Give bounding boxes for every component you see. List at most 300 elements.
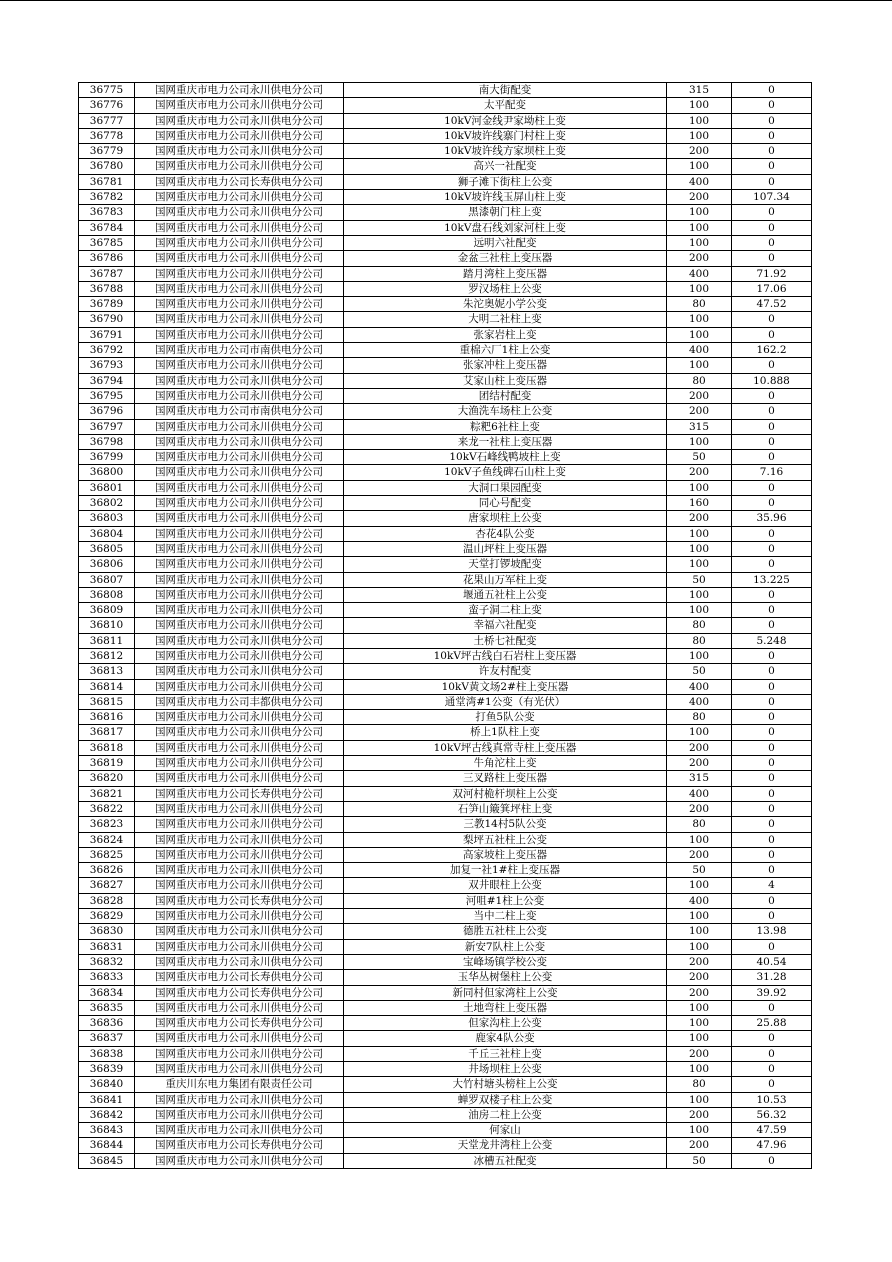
transformer-name-cell: 大渔洗车场柱上公变	[344, 404, 667, 419]
capacity-cell: 100	[667, 220, 732, 235]
row-id-cell: 36806	[79, 557, 135, 572]
table-row	[79, 587, 812, 602]
capacity-cell: 200	[667, 404, 732, 419]
table-row	[79, 465, 812, 480]
company-cell: 国网重庆市电力公司长寿供电分公司	[135, 1016, 344, 1031]
capacity-cell: 400	[667, 893, 732, 908]
capacity-cell: 400	[667, 786, 732, 801]
value-cell: 0	[732, 786, 812, 801]
transformer-name-cell: 太平配变	[344, 98, 667, 113]
row-id-cell: 36794	[79, 373, 135, 388]
company-cell: 国网重庆市电力公司永川供电分公司	[135, 419, 344, 434]
row-id-cell: 36819	[79, 756, 135, 771]
value-cell: 0	[732, 98, 812, 113]
transformer-name-cell: 新安7队柱上公变	[344, 939, 667, 954]
row-id-cell: 36834	[79, 985, 135, 1000]
capacity-cell: 100	[667, 113, 732, 128]
transformer-name-cell: 唐家坝柱上公变	[344, 511, 667, 526]
row-id-cell: 36841	[79, 1092, 135, 1107]
transformer-name-cell: 10kV坡许线方家坝柱上变	[344, 144, 667, 159]
value-cell: 0	[732, 863, 812, 878]
table-row	[79, 327, 812, 342]
value-cell: 4	[732, 878, 812, 893]
transformer-name-cell: 高家坡柱上变压器	[344, 847, 667, 862]
company-cell: 国网重庆市电力公司永川供电分公司	[135, 740, 344, 755]
company-cell: 国网重庆市电力公司永川供电分公司	[135, 327, 344, 342]
row-id-cell: 36843	[79, 1123, 135, 1138]
company-cell: 国网重庆市电力公司永川供电分公司	[135, 496, 344, 511]
capacity-cell: 315	[667, 771, 732, 786]
value-cell: 0	[732, 220, 812, 235]
row-id-cell: 36779	[79, 144, 135, 159]
capacity-cell: 100	[667, 939, 732, 954]
value-cell: 0	[732, 159, 812, 174]
row-id-cell: 36788	[79, 281, 135, 296]
transformer-name-cell: 新同村但家湾柱上公变	[344, 985, 667, 1000]
table-row	[79, 1138, 812, 1153]
company-cell: 国网重庆市电力公司永川供电分公司	[135, 388, 344, 403]
table-row	[79, 1077, 812, 1092]
row-id-cell: 36842	[79, 1107, 135, 1122]
value-cell: 0	[732, 725, 812, 740]
table-row	[79, 297, 812, 312]
row-id-cell: 36823	[79, 817, 135, 832]
transformer-name-cell: 土地弯柱上变压器	[344, 1000, 667, 1015]
company-cell: 国网重庆市电力公司永川供电分公司	[135, 664, 344, 679]
transformer-name-cell: 10kV石峰线鸭坡柱上变	[344, 450, 667, 465]
row-id-cell: 36784	[79, 220, 135, 235]
value-cell: 0	[732, 893, 812, 908]
transformer-name-cell: 10kV黄文场2#柱上变压器	[344, 679, 667, 694]
capacity-cell: 100	[667, 557, 732, 572]
company-cell: 国网重庆市电力公司永川供电分公司	[135, 832, 344, 847]
row-id-cell: 36796	[79, 404, 135, 419]
table-row	[79, 1153, 812, 1168]
capacity-cell: 100	[667, 648, 732, 663]
value-cell: 0	[732, 541, 812, 556]
value-cell: 0	[732, 1153, 812, 1168]
table-body	[79, 83, 812, 1169]
capacity-cell: 50	[667, 664, 732, 679]
value-cell: 40.54	[732, 954, 812, 969]
capacity-cell: 100	[667, 1092, 732, 1107]
company-cell: 国网重庆市电力公司永川供电分公司	[135, 465, 344, 480]
value-cell: 0	[732, 205, 812, 220]
table-row	[79, 1031, 812, 1046]
table-row	[79, 450, 812, 465]
transformer-name-cell: 罗汉场柱上公变	[344, 281, 667, 296]
table-row	[79, 541, 812, 556]
table-row	[79, 648, 812, 663]
capacity-cell: 80	[667, 297, 732, 312]
company-cell: 国网重庆市电力公司永川供电分公司	[135, 618, 344, 633]
transformer-name-cell: 杏花4队公变	[344, 526, 667, 541]
table-row	[79, 924, 812, 939]
transformer-name-cell: 来龙一社柱上变压器	[344, 434, 667, 449]
value-cell: 0	[732, 419, 812, 434]
row-id-cell: 36789	[79, 297, 135, 312]
table-row	[79, 1000, 812, 1015]
table-row	[79, 1107, 812, 1122]
capacity-cell: 200	[667, 801, 732, 816]
transformer-name-cell: 油房二柱上公变	[344, 1107, 667, 1122]
company-cell: 国网重庆市电力公司长寿供电分公司	[135, 786, 344, 801]
row-id-cell: 36802	[79, 496, 135, 511]
transformer-name-cell: 天堂打锣坡配变	[344, 557, 667, 572]
company-cell: 国网重庆市电力公司永川供电分公司	[135, 1107, 344, 1122]
transformer-table	[78, 82, 812, 1169]
row-id-cell: 36835	[79, 1000, 135, 1015]
transformer-name-cell: 张家岩柱上变	[344, 327, 667, 342]
company-cell: 国网重庆市电力公司长寿供电分公司	[135, 970, 344, 985]
transformer-name-cell: 当中二柱上变	[344, 909, 667, 924]
row-id-cell: 36820	[79, 771, 135, 786]
company-cell: 国网重庆市电力公司永川供电分公司	[135, 1062, 344, 1077]
company-cell: 国网重庆市电力公司永川供电分公司	[135, 1092, 344, 1107]
capacity-cell: 100	[667, 1031, 732, 1046]
transformer-name-cell: 10kV坡许线寨门村柱上变	[344, 128, 667, 143]
capacity-cell: 400	[667, 679, 732, 694]
row-id-cell: 36781	[79, 174, 135, 189]
transformer-name-cell: 远明六社配变	[344, 235, 667, 250]
row-id-cell: 36810	[79, 618, 135, 633]
capacity-cell: 100	[667, 205, 732, 220]
company-cell: 国网重庆市电力公司永川供电分公司	[135, 281, 344, 296]
table-row	[79, 251, 812, 266]
value-cell: 0	[732, 144, 812, 159]
table-row	[79, 939, 812, 954]
company-cell: 国网重庆市电力公司永川供电分公司	[135, 572, 344, 587]
value-cell: 0	[732, 327, 812, 342]
row-id-cell: 36780	[79, 159, 135, 174]
value-cell: 25.88	[732, 1016, 812, 1031]
table-row	[79, 970, 812, 985]
capacity-cell: 80	[667, 710, 732, 725]
value-cell: 0	[732, 587, 812, 602]
transformer-name-cell: 蛮子洞二柱上变	[344, 603, 667, 618]
table-row	[79, 511, 812, 526]
row-id-cell: 36785	[79, 235, 135, 250]
capacity-cell: 100	[667, 98, 732, 113]
capacity-cell: 100	[667, 541, 732, 556]
capacity-cell: 200	[667, 985, 732, 1000]
transformer-name-cell: 粽粑6社柱上变	[344, 419, 667, 434]
transformer-name-cell: 10kV坪古线白石岩柱上变压器	[344, 648, 667, 663]
value-cell: 0	[732, 450, 812, 465]
value-cell: 0	[732, 358, 812, 373]
row-id-cell: 36845	[79, 1153, 135, 1168]
table-row	[79, 373, 812, 388]
value-cell: 47.52	[732, 297, 812, 312]
value-cell: 56.32	[732, 1107, 812, 1122]
capacity-cell: 100	[667, 128, 732, 143]
transformer-name-cell: 双河村桅杆坝柱上公变	[344, 786, 667, 801]
company-cell: 国网重庆市电力公司永川供电分公司	[135, 373, 344, 388]
capacity-cell: 80	[667, 1077, 732, 1092]
row-id-cell: 36837	[79, 1031, 135, 1046]
capacity-cell: 100	[667, 526, 732, 541]
value-cell: 0	[732, 174, 812, 189]
company-cell: 国网重庆市电力公司永川供电分公司	[135, 878, 344, 893]
table-row	[79, 664, 812, 679]
row-id-cell: 36803	[79, 511, 135, 526]
table-row	[79, 725, 812, 740]
row-id-cell: 36792	[79, 343, 135, 358]
capacity-cell: 315	[667, 419, 732, 434]
capacity-cell: 100	[667, 878, 732, 893]
table-row	[79, 1016, 812, 1031]
capacity-cell: 200	[667, 1138, 732, 1153]
company-cell: 国网重庆市电力公司永川供电分公司	[135, 511, 344, 526]
value-cell: 0	[732, 235, 812, 250]
transformer-name-cell: 大竹村塘头榜柱上公变	[344, 1077, 667, 1092]
table-row	[79, 358, 812, 373]
table-row	[79, 343, 812, 358]
value-cell: 0	[732, 480, 812, 495]
capacity-cell: 50	[667, 863, 732, 878]
value-cell: 107.34	[732, 190, 812, 205]
row-id-cell: 36827	[79, 878, 135, 893]
table-row	[79, 771, 812, 786]
company-cell: 国网重庆市电力公司永川供电分公司	[135, 557, 344, 572]
table-row	[79, 572, 812, 587]
row-id-cell: 36838	[79, 1046, 135, 1061]
company-cell: 国网重庆市电力公司丰都供电分公司	[135, 694, 344, 709]
capacity-cell: 100	[667, 434, 732, 449]
value-cell: 0	[732, 679, 812, 694]
value-cell: 0	[732, 388, 812, 403]
row-id-cell: 36790	[79, 312, 135, 327]
company-cell: 国网重庆市电力公司永川供电分公司	[135, 679, 344, 694]
capacity-cell: 200	[667, 1107, 732, 1122]
table-row	[79, 480, 812, 495]
value-cell: 47.96	[732, 1138, 812, 1153]
row-id-cell: 36801	[79, 480, 135, 495]
transformer-name-cell: 狮子滩下街柱上公变	[344, 174, 667, 189]
company-cell: 国网重庆市电力公司永川供电分公司	[135, 847, 344, 862]
company-cell: 国网重庆市电力公司永川供电分公司	[135, 863, 344, 878]
value-cell: 0	[732, 664, 812, 679]
capacity-cell: 315	[667, 83, 732, 98]
table-row	[79, 205, 812, 220]
capacity-cell: 80	[667, 373, 732, 388]
value-cell: 0	[732, 909, 812, 924]
value-cell: 0	[732, 83, 812, 98]
value-cell: 10.888	[732, 373, 812, 388]
value-cell: 17.06	[732, 281, 812, 296]
row-id-cell: 36844	[79, 1138, 135, 1153]
table-row	[79, 235, 812, 250]
value-cell: 0	[732, 1046, 812, 1061]
capacity-cell: 100	[667, 281, 732, 296]
capacity-cell: 200	[667, 954, 732, 969]
table-row	[79, 740, 812, 755]
row-id-cell: 36791	[79, 327, 135, 342]
company-cell: 国网重庆市电力公司永川供电分公司	[135, 648, 344, 663]
capacity-cell: 100	[667, 1123, 732, 1138]
transformer-name-cell: 10kV盘石线刘家河柱上变	[344, 220, 667, 235]
row-id-cell: 36814	[79, 679, 135, 694]
row-id-cell: 36786	[79, 251, 135, 266]
transformer-name-cell: 双井眼柱上公变	[344, 878, 667, 893]
table-row	[79, 496, 812, 511]
row-id-cell: 36793	[79, 358, 135, 373]
value-cell: 0	[732, 648, 812, 663]
transformer-name-cell: 10kV河金线尹家坳柱上变	[344, 113, 667, 128]
company-cell: 国网重庆市电力公司永川供电分公司	[135, 526, 344, 541]
value-cell: 0	[732, 251, 812, 266]
table-row	[79, 220, 812, 235]
transformer-name-cell: 踏月湾柱上变压器	[344, 266, 667, 281]
value-cell: 0	[732, 603, 812, 618]
row-id-cell: 36811	[79, 633, 135, 648]
company-cell: 国网重庆市电力公司永川供电分公司	[135, 128, 344, 143]
transformer-name-cell: 张家冲柱上变压器	[344, 358, 667, 373]
company-cell: 国网重庆市电力公司永川供电分公司	[135, 83, 344, 98]
transformer-name-cell: 同心号配变	[344, 496, 667, 511]
capacity-cell: 200	[667, 970, 732, 985]
transformer-name-cell: 三教14村5队公变	[344, 817, 667, 832]
company-cell: 国网重庆市电力公司长寿供电分公司	[135, 985, 344, 1000]
row-id-cell: 36818	[79, 740, 135, 755]
table-row	[79, 128, 812, 143]
company-cell: 国网重庆市电力公司永川供电分公司	[135, 190, 344, 205]
value-cell: 162.2	[732, 343, 812, 358]
value-cell: 0	[732, 1062, 812, 1077]
company-cell: 国网重庆市电力公司永川供电分公司	[135, 710, 344, 725]
company-cell: 国网重庆市电力公司永川供电分公司	[135, 725, 344, 740]
value-cell: 47.59	[732, 1123, 812, 1138]
row-id-cell: 36787	[79, 266, 135, 281]
transformer-name-cell: 大明二社柱上变	[344, 312, 667, 327]
transformer-name-cell: 金盆三社柱上变压器	[344, 251, 667, 266]
company-cell: 国网重庆市电力公司永川供电分公司	[135, 297, 344, 312]
company-cell: 国网重庆市电力公司永川供电分公司	[135, 801, 344, 816]
value-cell: 0	[732, 526, 812, 541]
transformer-name-cell: 河咀#1柱上公变	[344, 893, 667, 908]
table-row	[79, 786, 812, 801]
row-id-cell: 36826	[79, 863, 135, 878]
value-cell: 0	[732, 710, 812, 725]
transformer-name-cell: 大洞口果园配变	[344, 480, 667, 495]
company-cell: 国网重庆市电力公司永川供电分公司	[135, 434, 344, 449]
row-id-cell: 36809	[79, 603, 135, 618]
transformer-name-cell: 梨坪五社柱上公变	[344, 832, 667, 847]
capacity-cell: 100	[667, 159, 732, 174]
capacity-cell: 50	[667, 450, 732, 465]
capacity-cell: 100	[667, 327, 732, 342]
company-cell: 重庆川东电力集团有限责任公司	[135, 1077, 344, 1092]
company-cell: 国网重庆市电力公司长寿供电分公司	[135, 1138, 344, 1153]
transformer-name-cell: 三叉路柱上变压器	[344, 771, 667, 786]
capacity-cell: 400	[667, 343, 732, 358]
row-id-cell: 36821	[79, 786, 135, 801]
transformer-name-cell: 温山坪柱上变压器	[344, 541, 667, 556]
company-cell: 国网重庆市电力公司永川供电分公司	[135, 939, 344, 954]
value-cell: 39.92	[732, 985, 812, 1000]
company-cell: 国网重庆市电力公司永川供电分公司	[135, 205, 344, 220]
capacity-cell: 200	[667, 847, 732, 862]
company-cell: 国网重庆市电力公司永川供电分公司	[135, 450, 344, 465]
row-id-cell: 36830	[79, 924, 135, 939]
value-cell: 0	[732, 113, 812, 128]
table-row	[79, 603, 812, 618]
capacity-cell: 50	[667, 1153, 732, 1168]
company-cell: 国网重庆市电力公司永川供电分公司	[135, 924, 344, 939]
transformer-name-cell: 井场坝柱上公变	[344, 1062, 667, 1077]
company-cell: 国网重庆市电力公司永川供电分公司	[135, 817, 344, 832]
value-cell: 0	[732, 847, 812, 862]
table-row	[79, 893, 812, 908]
company-cell: 国网重庆市电力公司永川供电分公司	[135, 98, 344, 113]
company-cell: 国网重庆市电力公司永川供电分公司	[135, 909, 344, 924]
value-cell: 0	[732, 312, 812, 327]
value-cell: 5.248	[732, 633, 812, 648]
row-id-cell: 36805	[79, 541, 135, 556]
company-cell: 国网重庆市电力公司永川供电分公司	[135, 159, 344, 174]
company-cell: 国网重庆市电力公司永川供电分公司	[135, 1123, 344, 1138]
table-row	[79, 847, 812, 862]
row-id-cell: 36813	[79, 664, 135, 679]
capacity-cell: 200	[667, 190, 732, 205]
capacity-cell: 100	[667, 909, 732, 924]
transformer-name-cell: 艾家山柱上变压器	[344, 373, 667, 388]
capacity-cell: 400	[667, 174, 732, 189]
table-row	[79, 266, 812, 281]
row-id-cell: 36778	[79, 128, 135, 143]
company-cell: 国网重庆市电力公司永川供电分公司	[135, 633, 344, 648]
table-row	[79, 312, 812, 327]
row-id-cell: 36822	[79, 801, 135, 816]
table-row	[79, 98, 812, 113]
transformer-name-cell: 千丘三社柱上变	[344, 1046, 667, 1061]
capacity-cell: 100	[667, 603, 732, 618]
company-cell: 国网重庆市电力公司市南供电分公司	[135, 343, 344, 358]
company-cell: 国网重庆市电力公司永川供电分公司	[135, 756, 344, 771]
value-cell: 0	[732, 128, 812, 143]
row-id-cell: 36828	[79, 893, 135, 908]
transformer-name-cell: 黑漆朝门柱上变	[344, 205, 667, 220]
table-row	[79, 419, 812, 434]
transformer-name-cell: 南大街配变	[344, 83, 667, 98]
table-row	[79, 281, 812, 296]
company-cell: 国网重庆市电力公司永川供电分公司	[135, 312, 344, 327]
row-id-cell: 36832	[79, 954, 135, 969]
value-cell: 7.16	[732, 465, 812, 480]
table-row	[79, 909, 812, 924]
table-row	[79, 434, 812, 449]
value-cell: 10.53	[732, 1092, 812, 1107]
table-row	[79, 526, 812, 541]
table-row	[79, 1046, 812, 1061]
transformer-name-cell: 蝉罗双楼子柱上公变	[344, 1092, 667, 1107]
company-cell: 国网重庆市电力公司市南供电分公司	[135, 404, 344, 419]
value-cell: 0	[732, 496, 812, 511]
row-id-cell: 36833	[79, 970, 135, 985]
value-cell: 0	[732, 756, 812, 771]
row-id-cell: 36799	[79, 450, 135, 465]
company-cell: 国网重庆市电力公司长寿供电分公司	[135, 174, 344, 189]
transformer-name-cell: 加复一社1#柱上变压器	[344, 863, 667, 878]
value-cell: 0	[732, 1031, 812, 1046]
capacity-cell: 200	[667, 1046, 732, 1061]
row-id-cell: 36798	[79, 434, 135, 449]
company-cell: 国网重庆市电力公司永川供电分公司	[135, 1000, 344, 1015]
transformer-name-cell: 宝峰场镇学校公变	[344, 954, 667, 969]
company-cell: 国网重庆市电力公司永川供电分公司	[135, 358, 344, 373]
transformer-name-cell: 天堂龙井湾柱上公变	[344, 1138, 667, 1153]
table-row	[79, 1092, 812, 1107]
